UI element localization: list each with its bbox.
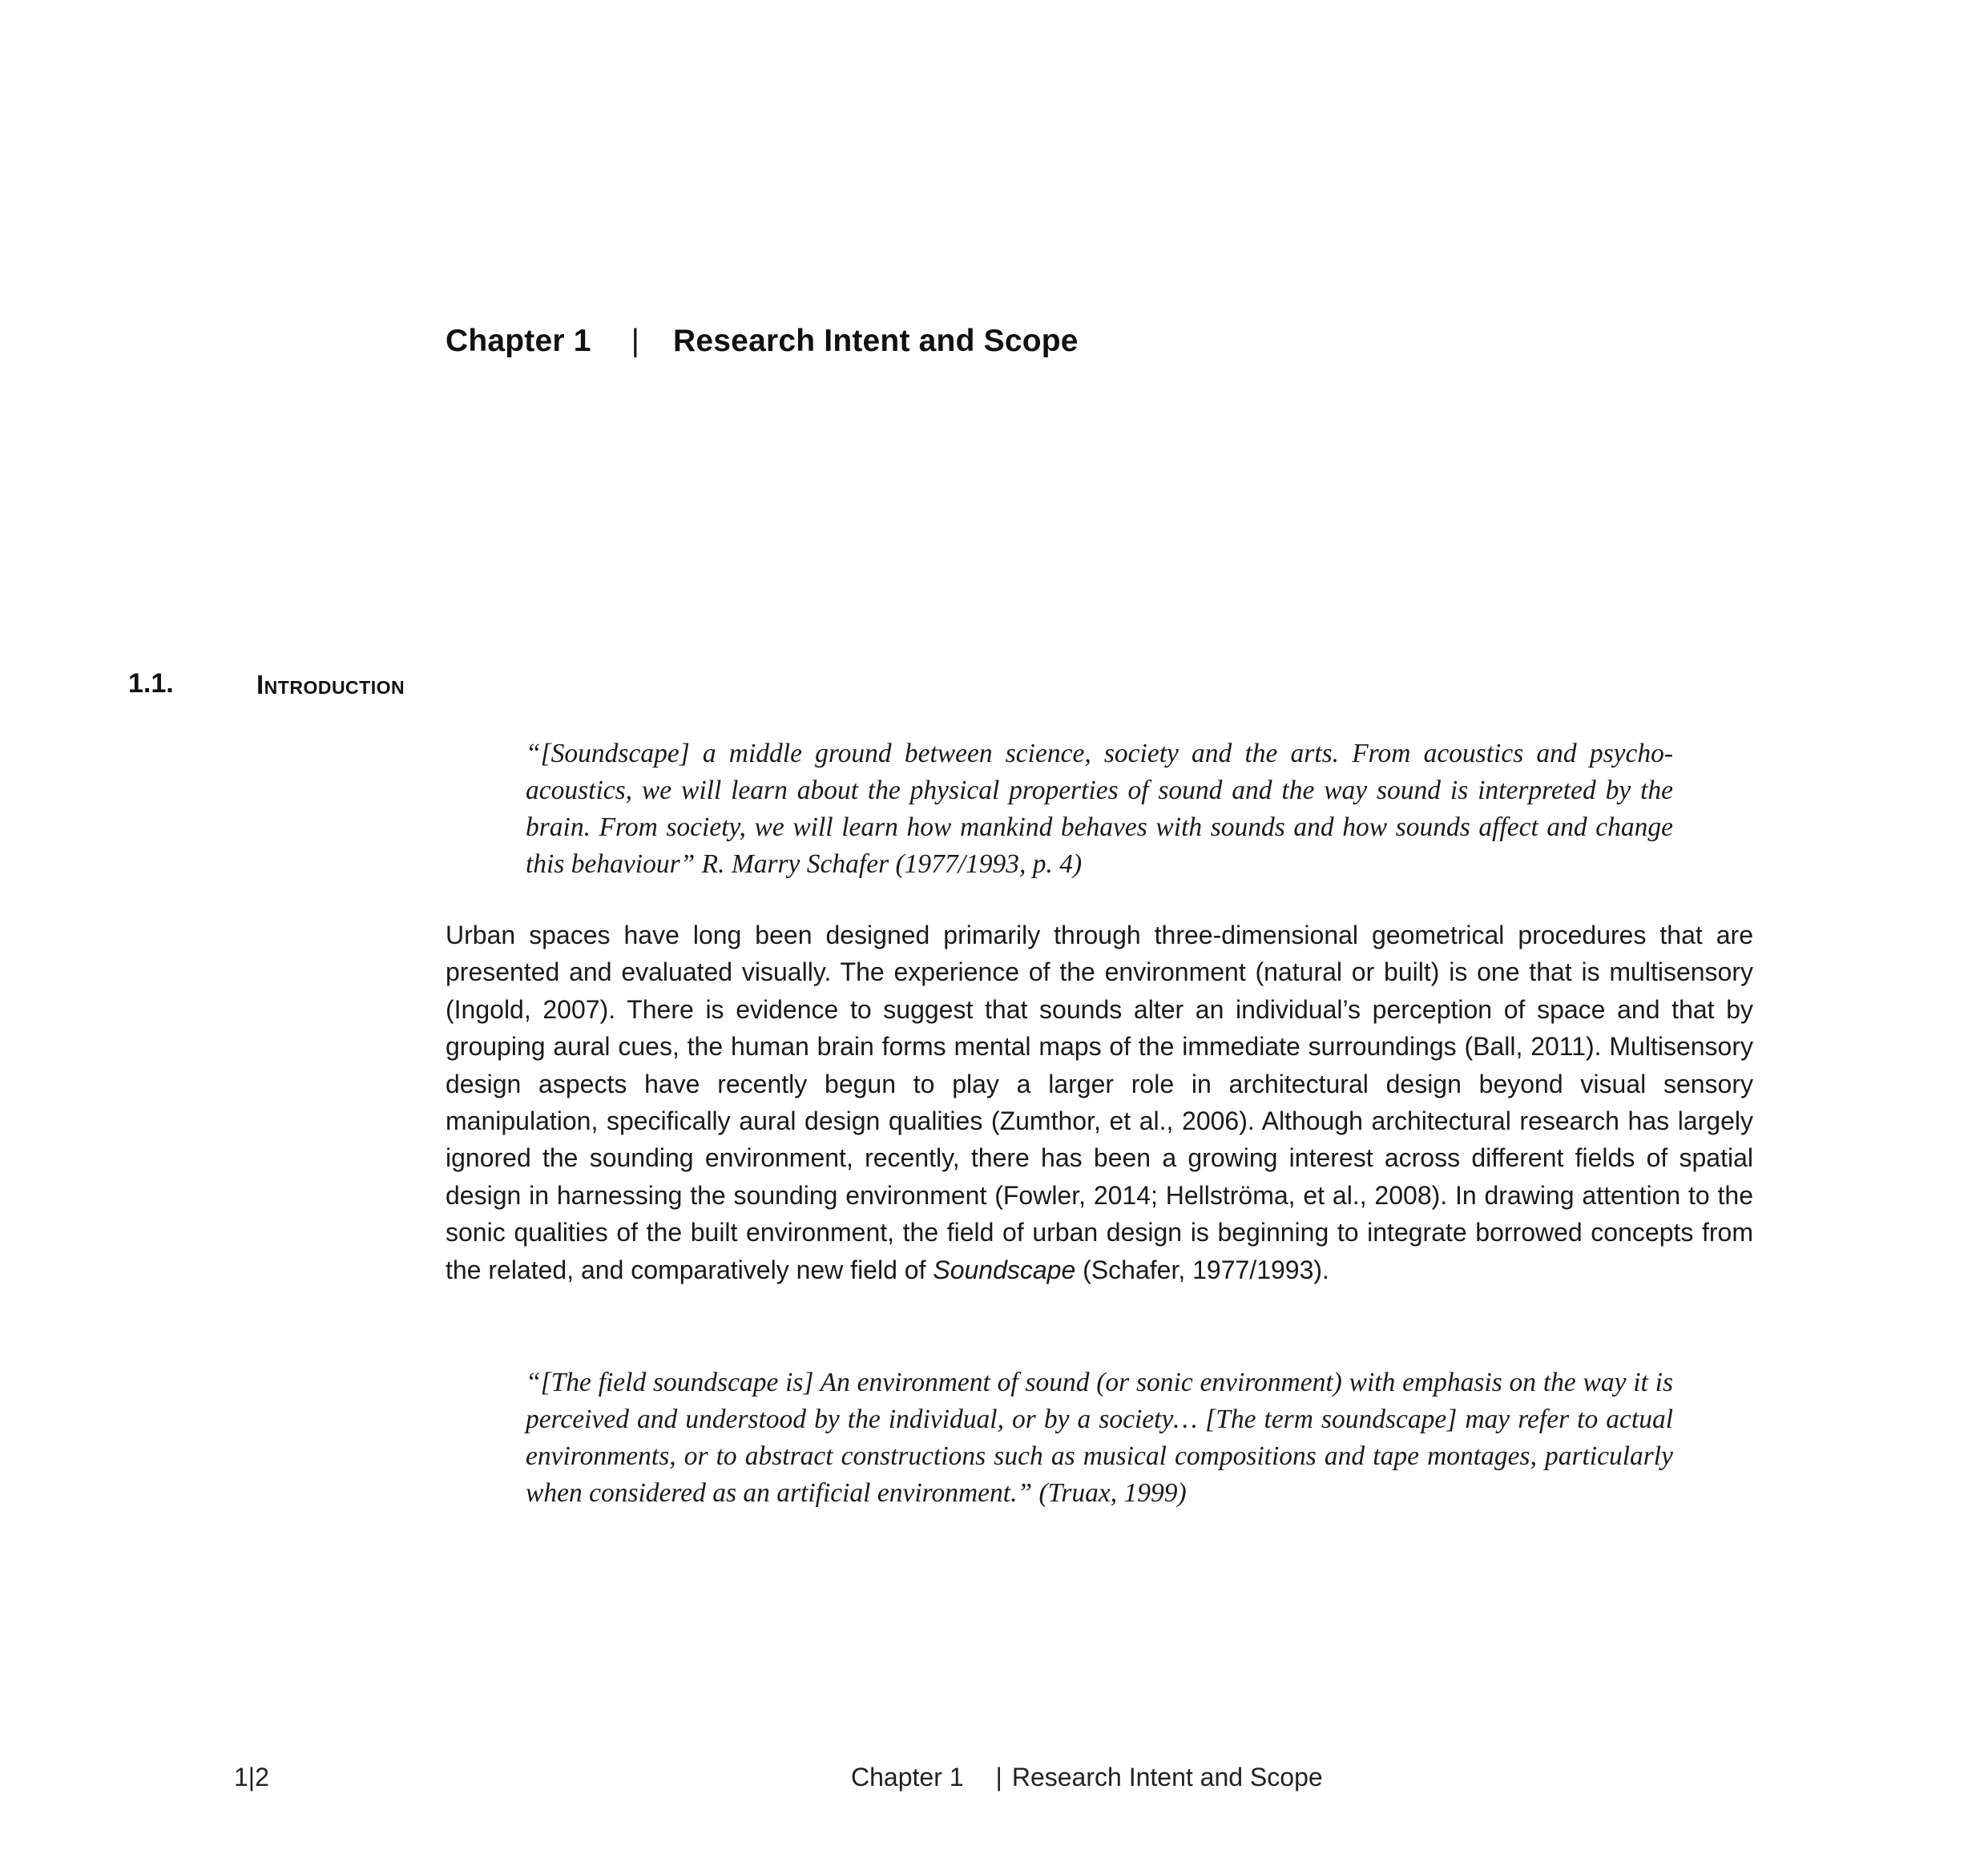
body-paragraph <box>446 917 1753 1288</box>
footer-running-title <box>851 1763 1323 1792</box>
chapter-separator: | <box>631 324 640 358</box>
body-emphasis-soundscape: Soundscape <box>933 1255 1076 1284</box>
chapter-number: Chapter 1 <box>446 324 591 358</box>
definition-quote-truax: “[The field soundscape is] An environment of sound (or sonic environment) with emphasis on the way it is perceived and understood by the individual, or by a society… [The term soundscape] may refer to actual environments, or to abstract constructions such as musical compositions and tape montages, particularly when considered as an artificial environment.” (Truax, 1999) <box>526 1368 1673 1508</box>
body-text-part-1: Urban spaces have long been designed primarily through three-dimensional geometrical procedures that are presented and evaluated visually. The experience of the environment (natural or built) is one that is multisensory (Ingold, 2007). There is evidence to suggest that sounds alter an individual’s perception of space and that by grouping aural cues, the human brain forms mental maps of the immediate surroundings (Ball, 2011). Multisensory design aspects have recently begun to play a larger role in architectural design beyond visual sensory manipulation, specifically aural design qualities (Zumthor, et al., 2006). Although architectural research has largely ignored the sounding environment, recently, there has been a growing interest across different fields of spatial design in harnessing the sounding environment (Fowler, 2014; Hellströma, et al., 2008). In drawing attention to the sonic qualities of the built environment, the field of urban design is beginning to integrate borrowed concepts from the related, and comparatively new field of <box>446 921 1753 1284</box>
chapter-heading <box>446 324 1079 359</box>
section-title: Introduction <box>256 670 405 699</box>
body-text-part-2: (Schafer, 1977/1993). <box>1075 1255 1329 1284</box>
chapter-title: Research Intent and Scope <box>673 324 1079 358</box>
footer-page-number: 1|2 <box>234 1763 269 1791</box>
footer-chapter-label: Chapter 1 <box>851 1763 964 1791</box>
epigraph-quote-schafer: “[Soundscape] a middle ground between science, society and the arts. From acoustics and psycho-acoustics, we will learn about the physical properties of sound and the way sound is interpreted by the brain. From society, we will learn how mankind behaves with sounds and how sounds affect and change this behaviour” R. Marry Schafer (1977/1993, p. 4) <box>526 739 1673 879</box>
footer-chapter-title: Research Intent and Scope <box>1011 1763 1323 1791</box>
footer-separator: | <box>995 1763 1002 1791</box>
section-number: 1.1. <box>128 668 174 699</box>
